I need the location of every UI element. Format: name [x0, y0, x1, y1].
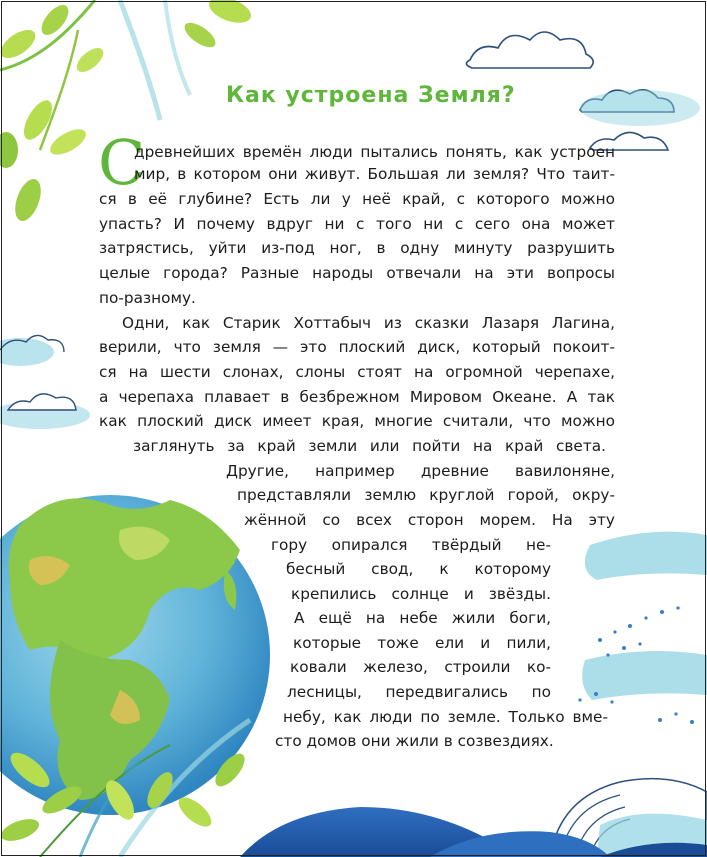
text-line: целые города? Разные народы отвечали на эти вопросы: [99, 264, 615, 282]
text-line: ковали железо, строили ко-: [290, 658, 551, 676]
text-line: Другие, например древние вавилоняне,: [226, 462, 615, 480]
text-line: представляли землю круглой горой, окру-: [237, 486, 615, 504]
text-line: а черепаха плавает в безбрежном Мировом Океане. А так: [99, 388, 615, 406]
page-title: Как устроена Земля?: [226, 83, 516, 108]
text-line: небу, как люди по земле. Только вме-: [283, 708, 608, 726]
text-line: как плоский диск имеет края, многие считали, что можно: [99, 412, 615, 430]
drop-cap: С: [98, 126, 146, 199]
text-line: затрястись, уйти из-под ног, в одну минуту разрушить: [99, 239, 615, 257]
text-line: А ещё на небе жили боги,: [294, 609, 551, 627]
text-line: мир, в котором они живут. Большая ли земля? Что таит-: [134, 165, 615, 183]
left-clouds: [0, 335, 90, 429]
text-line: которые тоже ели и пили,: [293, 634, 551, 652]
text-line: бесный свод, к которому: [286, 560, 551, 578]
text-line: древнейших времён люди пытались понять, как устроен: [134, 143, 615, 161]
text-line: сто домов они жили в созвездиях.: [275, 732, 554, 750]
text-line: ся на шести слонах, слоны стоят на огромной черепахе,: [99, 363, 615, 381]
text-line: Одни, как Старик Хоттабыч из сказки Лазаря Лагина,: [122, 314, 615, 332]
text-line: крепились солнце и звёзды.: [291, 585, 551, 603]
text-line: гору опирался твёрдый не-: [271, 536, 551, 554]
text-line: лесницы, передвигались по: [287, 683, 551, 701]
right-waves: [578, 532, 707, 724]
text-line: жённой со всех сторон морем. На эту: [244, 511, 615, 529]
bottom-right-waves: [240, 779, 707, 857]
text-line: упасть? И почему вдруг ни с того ни с сего она может: [99, 215, 615, 233]
text-line: по-разному.: [99, 289, 196, 307]
text-line: ся в её глубине? Есть ли у неё край, с которого можно: [99, 190, 615, 208]
text-line: заглянуть за край земли или пойти на край света.: [133, 437, 606, 455]
text-line: верили, что земля — это плоский диск, который покоит-: [99, 338, 615, 356]
